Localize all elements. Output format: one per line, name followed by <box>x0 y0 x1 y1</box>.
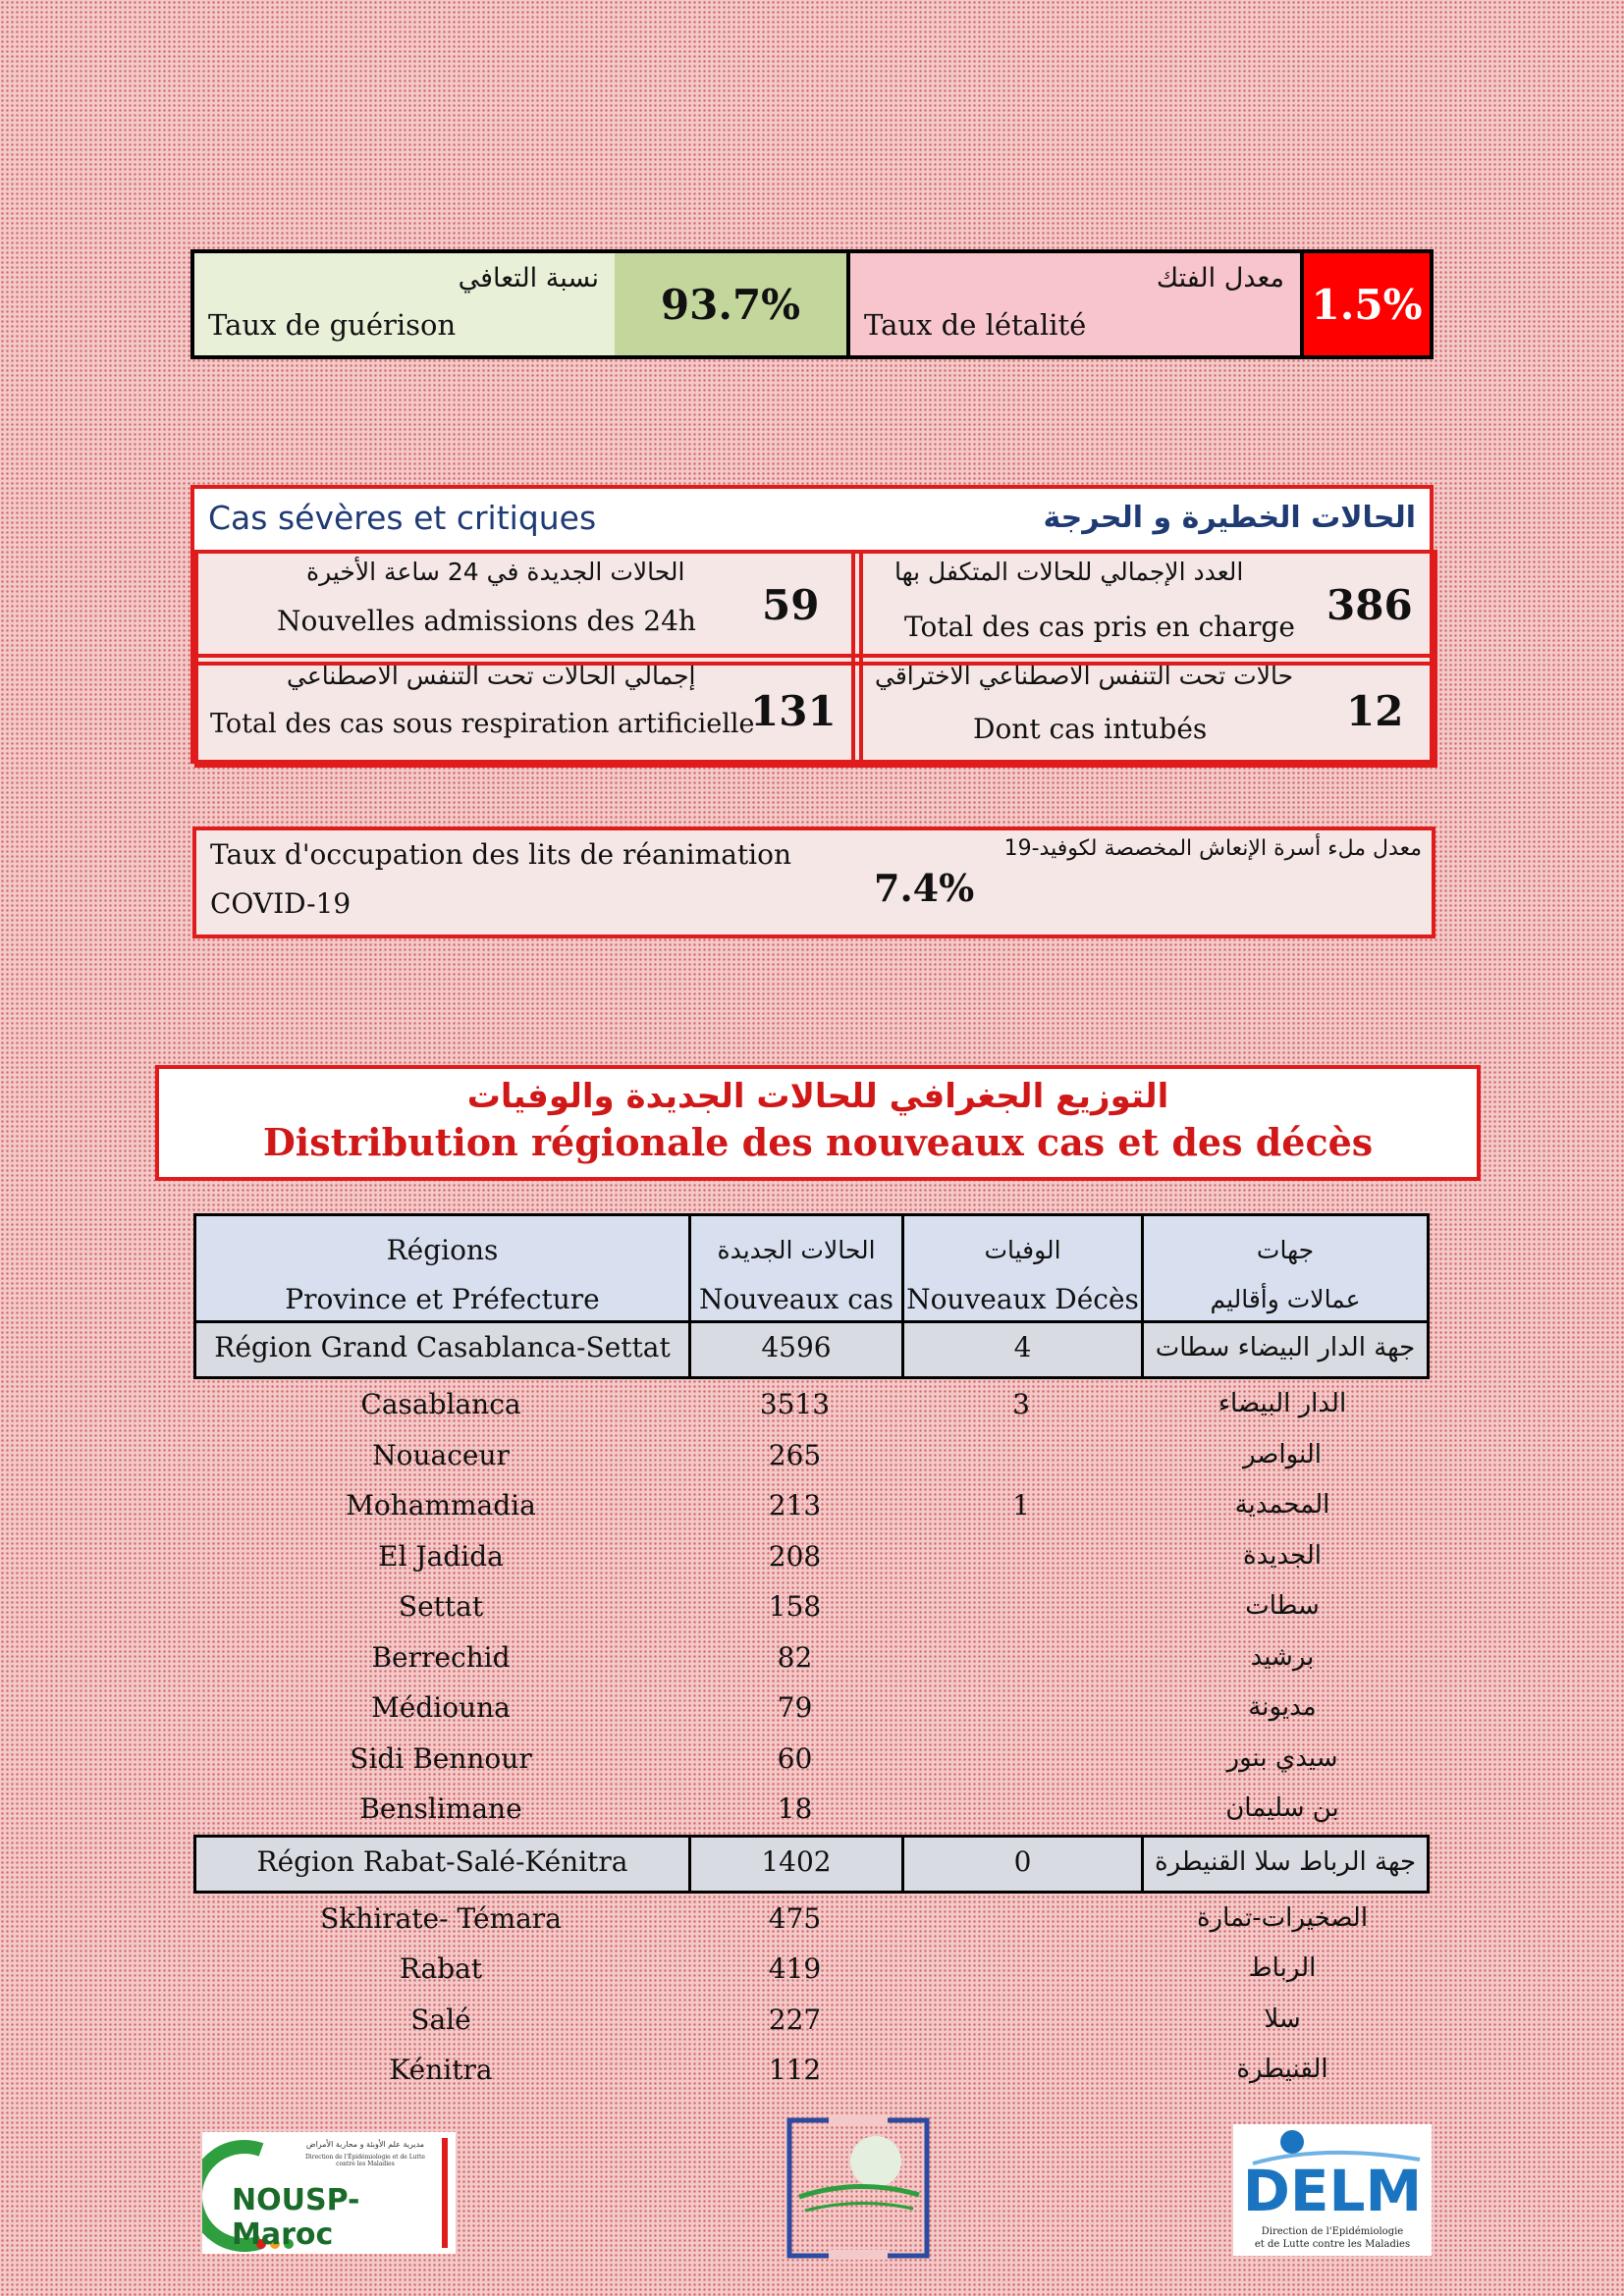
province-cases: 227 <box>768 2002 822 2036</box>
province-row <box>193 1581 1424 1632</box>
header-new-cases <box>691 1216 904 1320</box>
province-row <box>193 1430 1424 1481</box>
province-row <box>193 1379 1424 1430</box>
province-cases: 112 <box>768 2054 822 2086</box>
province-name-ar: برشيد <box>1250 1641 1315 1672</box>
intubated-label-fr: Dont cas intubés <box>973 713 1208 745</box>
province-deaths <box>901 1531 1141 1582</box>
region-cases: 4596 <box>691 1323 904 1376</box>
province-cases: 3513 <box>759 1388 831 1420</box>
new-admissions-value: 59 <box>762 581 820 629</box>
region-deaths: 0 <box>904 1838 1144 1891</box>
province-name-ar: بن سليمان <box>1225 1793 1339 1823</box>
region-name-fr: Région Grand Casablanca-Settat <box>196 1323 691 1376</box>
nousp-small-fr: Direction de l'Épidémiologie et de Lutte contre les Maladies <box>305 2154 425 2167</box>
province-name-ar: الجديدة <box>1242 1540 1323 1571</box>
nousp-small-ar: مديرية علم الأوبئة و محاربة الأمراض <box>305 2140 425 2149</box>
province-deaths <box>901 1682 1141 1734</box>
province-name-ar: المحمدية <box>1234 1490 1330 1520</box>
occupancy-label-fr-2: COVID-19 <box>210 887 352 920</box>
province-name-fr: Casablanca <box>360 1388 521 1420</box>
province-row <box>193 1531 1424 1582</box>
province-row <box>193 1734 1424 1785</box>
province-name-ar: سطات <box>1245 1591 1320 1621</box>
province-row <box>193 1480 1424 1531</box>
lethality-label-cell <box>850 253 1304 355</box>
header-new-cases-fr: Nouveaux cas <box>699 1283 893 1315</box>
total-in-care-cell <box>851 550 1437 666</box>
header-new-cases-ar: الحالات الجديدة <box>717 1236 876 1264</box>
province-name-ar: النواصر <box>1242 1439 1323 1469</box>
province-deaths <box>901 2045 1141 2096</box>
artificial-resp-label-ar: إجمالي الحالات تحت التنفس الاصطناعي <box>287 662 696 690</box>
artificial-resp-label-fr: Total des cas sous respiration artificielle <box>210 709 755 739</box>
province-deaths <box>901 1581 1141 1632</box>
province-name-fr: Salé <box>410 2002 471 2036</box>
header-new-deaths <box>904 1216 1144 1320</box>
province-deaths <box>901 1734 1141 1785</box>
header-regions-ar-line1: جهات <box>1256 1236 1315 1264</box>
province-name-ar: مديونة <box>1248 1692 1317 1722</box>
province-deaths <box>901 1995 1141 2046</box>
region-row-rabat-sale-kenitra <box>193 1835 1430 1894</box>
total-in-care-label-ar: العدد الإجمالي للحالات المتكفل بها <box>894 558 1244 586</box>
severe-title-ar: الحالات الخطيرة و الحرجة <box>1043 501 1416 535</box>
header-regions-line2: Province et Préfecture <box>285 1283 600 1315</box>
new-admissions-label-ar: الحالات الجديدة في 24 ساعة الأخيرة <box>306 558 685 586</box>
occupancy-value: 7.4% <box>874 866 975 910</box>
region-name-fr: Région Rabat-Salé-Kénitra <box>196 1838 691 1891</box>
lethality-label-ar: معدل الفتك <box>1156 263 1284 294</box>
province-deaths <box>901 1784 1141 1835</box>
province-name-fr: Benslimane <box>359 1792 522 1825</box>
province-cases: 60 <box>777 1741 813 1775</box>
province-cases: 213 <box>768 1489 822 1522</box>
distribution-title-ar: التوزيع الجغرافي للحالات الجديدة والوفيات <box>466 1077 1169 1116</box>
total-in-care-label-fr: Total des cas pris en charge <box>904 611 1295 643</box>
delm-logo-text: DELM <box>1242 2158 1423 2224</box>
region-name-ar: جهة الدار البيضاء سطات <box>1155 1333 1416 1362</box>
region1-province-list <box>193 1379 1424 1835</box>
recovery-label-ar: نسبة التعافي <box>458 263 599 294</box>
header-new-deaths-fr: Nouveaux Décès <box>906 1283 1139 1315</box>
nousp-logo <box>202 2132 456 2254</box>
distribution-title-fr: Distribution régionale des nouveaux cas et des décès <box>262 1120 1374 1164</box>
province-deaths <box>901 1632 1141 1683</box>
province-cases: 18 <box>777 1792 813 1825</box>
province-name-fr: Kénitra <box>389 2054 493 2086</box>
region-deaths: 4 <box>904 1323 1144 1376</box>
province-name-fr: Settat <box>398 1590 484 1623</box>
new-admissions-cell <box>194 550 863 666</box>
ministry-emblem <box>785 2116 931 2260</box>
intubated-label-ar: حالات تحت التنفس الاصطناعي الاختراقي <box>875 662 1294 690</box>
province-row <box>193 1944 1424 1995</box>
province-deaths <box>901 1894 1141 1945</box>
ministry-emblem-icon <box>785 2116 931 2260</box>
province-deaths <box>901 1944 1141 1995</box>
province-cases: 208 <box>768 1539 822 1573</box>
regional-table <box>193 1213 1424 2096</box>
delm-logo <box>1233 2124 1432 2256</box>
header-regions-ar <box>1144 1216 1427 1320</box>
province-cases: 79 <box>777 1691 813 1724</box>
province-row <box>193 1682 1424 1734</box>
table-header <box>193 1213 1430 1323</box>
province-name-fr: Skhirate- Témara <box>320 1901 562 1935</box>
province-name-ar: سلا <box>1264 2003 1301 2034</box>
total-in-care-value: 386 <box>1326 581 1413 629</box>
province-name-fr: El Jadida <box>378 1539 504 1573</box>
severe-title-fr: Cas sévères et critiques <box>208 499 597 537</box>
delm-sub1: Direction de l'Epidémiologie <box>1261 2226 1404 2237</box>
province-name-ar: الصخيرات-تمارة <box>1196 1902 1369 1933</box>
province-row <box>193 1632 1424 1683</box>
recovery-value-cell <box>615 253 850 355</box>
delm-sub2: et de Lutte contre les Maladies <box>1254 2239 1411 2250</box>
artificial-resp-value: 131 <box>750 687 837 735</box>
rates-bar <box>190 249 1434 359</box>
province-cases: 158 <box>768 1590 822 1623</box>
region2-province-list <box>193 1894 1424 2096</box>
new-admissions-label-fr: Nouvelles admissions des 24h <box>277 605 696 637</box>
severe-header <box>194 489 1430 554</box>
recovery-label-fr: Taux de guérison <box>208 308 457 342</box>
province-name-ar: القنيطرة <box>1236 2055 1328 2084</box>
icu-occupancy-panel <box>192 827 1435 938</box>
province-deaths: 3 <box>1012 1388 1030 1420</box>
province-cases: 265 <box>768 1438 822 1471</box>
province-cases: 475 <box>768 1901 822 1935</box>
province-name-fr: Mohammadia <box>346 1489 536 1522</box>
artificial-resp-cell <box>194 654 863 768</box>
province-name-ar: سيدي بنور <box>1226 1742 1338 1773</box>
province-cases: 419 <box>768 1952 822 1985</box>
header-new-deaths-ar: الوفيات <box>984 1236 1061 1264</box>
province-name-fr: Nouaceur <box>372 1438 510 1471</box>
header-regions-ar-line2: عمالات وأقاليم <box>1210 1285 1361 1313</box>
nousp-logo-text: NOUSP-Maroc <box>232 2183 360 2252</box>
recovery-rate-value: 93.7% <box>660 280 801 329</box>
lethality-value-cell <box>1304 253 1430 355</box>
region-name-ar: جهة الرباط سلا القنيطرة <box>1154 1846 1417 1877</box>
recovery-label-cell <box>194 253 615 355</box>
province-deaths <box>901 1430 1141 1481</box>
header-regions-line1: Régions <box>386 1234 499 1266</box>
lethality-label-fr: Taux de létalité <box>864 308 1087 342</box>
severe-cases-panel <box>190 485 1434 764</box>
province-row <box>193 1995 1424 2046</box>
province-row <box>193 1894 1424 1945</box>
province-name-fr: Rabat <box>399 1952 483 1985</box>
province-name-fr: Médiouna <box>371 1691 511 1724</box>
province-row <box>193 2045 1424 2096</box>
province-row <box>193 1784 1424 1835</box>
province-deaths: 1 <box>1012 1489 1030 1522</box>
region-row-casablanca-settat <box>193 1323 1430 1379</box>
province-cases: 82 <box>777 1640 813 1674</box>
occupancy-label-fr-1: Taux d'occupation des lits de réanimation <box>210 838 791 871</box>
province-name-fr: Sidi Bennour <box>350 1741 532 1775</box>
intubated-cell <box>851 654 1437 768</box>
province-name-ar: الرباط <box>1248 1953 1317 1983</box>
distribution-title-box <box>155 1065 1481 1181</box>
region-cases: 1402 <box>691 1838 904 1891</box>
intubated-value: 12 <box>1346 687 1404 735</box>
lethality-rate-value: 1.5% <box>1311 280 1423 329</box>
occupancy-label-ar: معدل ملء أسرة الإنعاش المخصصة لكوفيد-19 <box>1003 836 1422 861</box>
province-name-ar: الدار البيضاء <box>1218 1389 1347 1418</box>
province-name-fr: Berrechid <box>371 1640 511 1674</box>
header-regions <box>196 1216 691 1320</box>
